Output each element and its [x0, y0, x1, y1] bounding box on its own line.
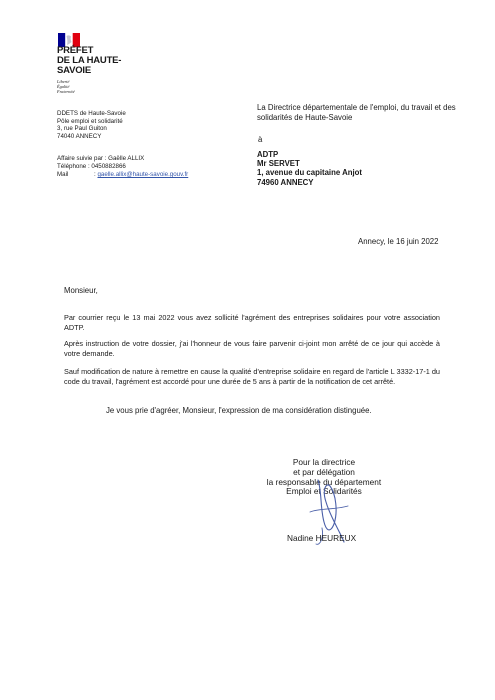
delegation-line: Emploi et Solidarités — [286, 486, 362, 497]
recipient-line: Mr SERVET — [257, 159, 300, 169]
motto-line: Liberté — [57, 79, 70, 84]
body-paragraph: Par courrier reçu le 13 mai 2022 vous avez sollicité l'agrément des entreprises solidaires pour votre association ADTP. — [64, 313, 440, 332]
issuer-line: solidarités de Haute-Savoie — [257, 113, 353, 122]
prefet-title-line: SAVOIE — [57, 65, 91, 76]
recipient-address — [257, 150, 362, 187]
sender-line: 74040 ANNECY — [57, 132, 102, 140]
mail-separator: : — [94, 171, 96, 179]
recipient-line: 74960 ANNECY — [257, 177, 314, 187]
delegation-line: et par délégation — [293, 466, 355, 477]
recipient-connector: à — [258, 135, 263, 144]
phone-value: 0450882866 — [91, 163, 126, 171]
email-link[interactable]: gaelle.allix@haute-savoie.gouv.fr — [97, 171, 189, 179]
issuer-line: La Directrice départementale de l'emploi, du travail et des — [257, 103, 456, 112]
closing-formula: Je vous prie d'agréer, Monsieur, l'expression de ma considération distinguée. — [106, 406, 372, 415]
motto-line: Égalité — [57, 84, 70, 89]
mail-label: Mail — [57, 171, 69, 179]
body-paragraph: Sauf modification de nature à remettre en cause la qualité d'entreprise solidaire en regard de l'article L 3332-17-1 du code du travail, l'agrément est accordé pour une durée de 5 ans à partir de la notification de cet arrêté. — [64, 367, 440, 386]
signer-name: Nadine HEUREUX — [287, 533, 357, 543]
sender-line: 3, rue Paul Guiton — [57, 125, 107, 133]
recipient-line: ADTP — [257, 150, 279, 159]
followup-phone-row — [57, 163, 188, 171]
sender-address — [57, 110, 126, 140]
prefet-title — [57, 46, 121, 76]
prefet-title-line: DE LA HAUTE- — [57, 55, 122, 66]
body-paragraph: Après instruction de votre dossier, j'ai l'honneur de vous faire parvenir ci-joint mon arrêté de ce jour qui accède à votre demande. — [64, 339, 440, 358]
prefet-title-line: PRÉFET — [57, 45, 94, 56]
followup-contact — [57, 155, 188, 180]
letter-date: Annecy, le 16 juin 2022 — [358, 237, 439, 246]
republic-motto — [57, 79, 75, 94]
recipient-line: 1, avenue du capitaine Anjot — [257, 168, 362, 178]
delegation-line: la responsable du département — [266, 476, 382, 487]
motto-line: Fraternité — [57, 89, 75, 94]
phone-label: Téléphone : — [57, 163, 90, 171]
followup-affaire: Affaire suivie par : Gaëlle ALLIX — [57, 155, 145, 162]
sender-line: Pôle emploi et solidarité — [57, 117, 123, 125]
sender-line: DDETS de Haute-Savoie — [57, 110, 126, 117]
issuer-title — [257, 103, 467, 123]
delegation-line: Pour la directrice — [292, 457, 356, 467]
salutation: Monsieur, — [64, 286, 98, 295]
followup-mail-row — [57, 171, 188, 179]
